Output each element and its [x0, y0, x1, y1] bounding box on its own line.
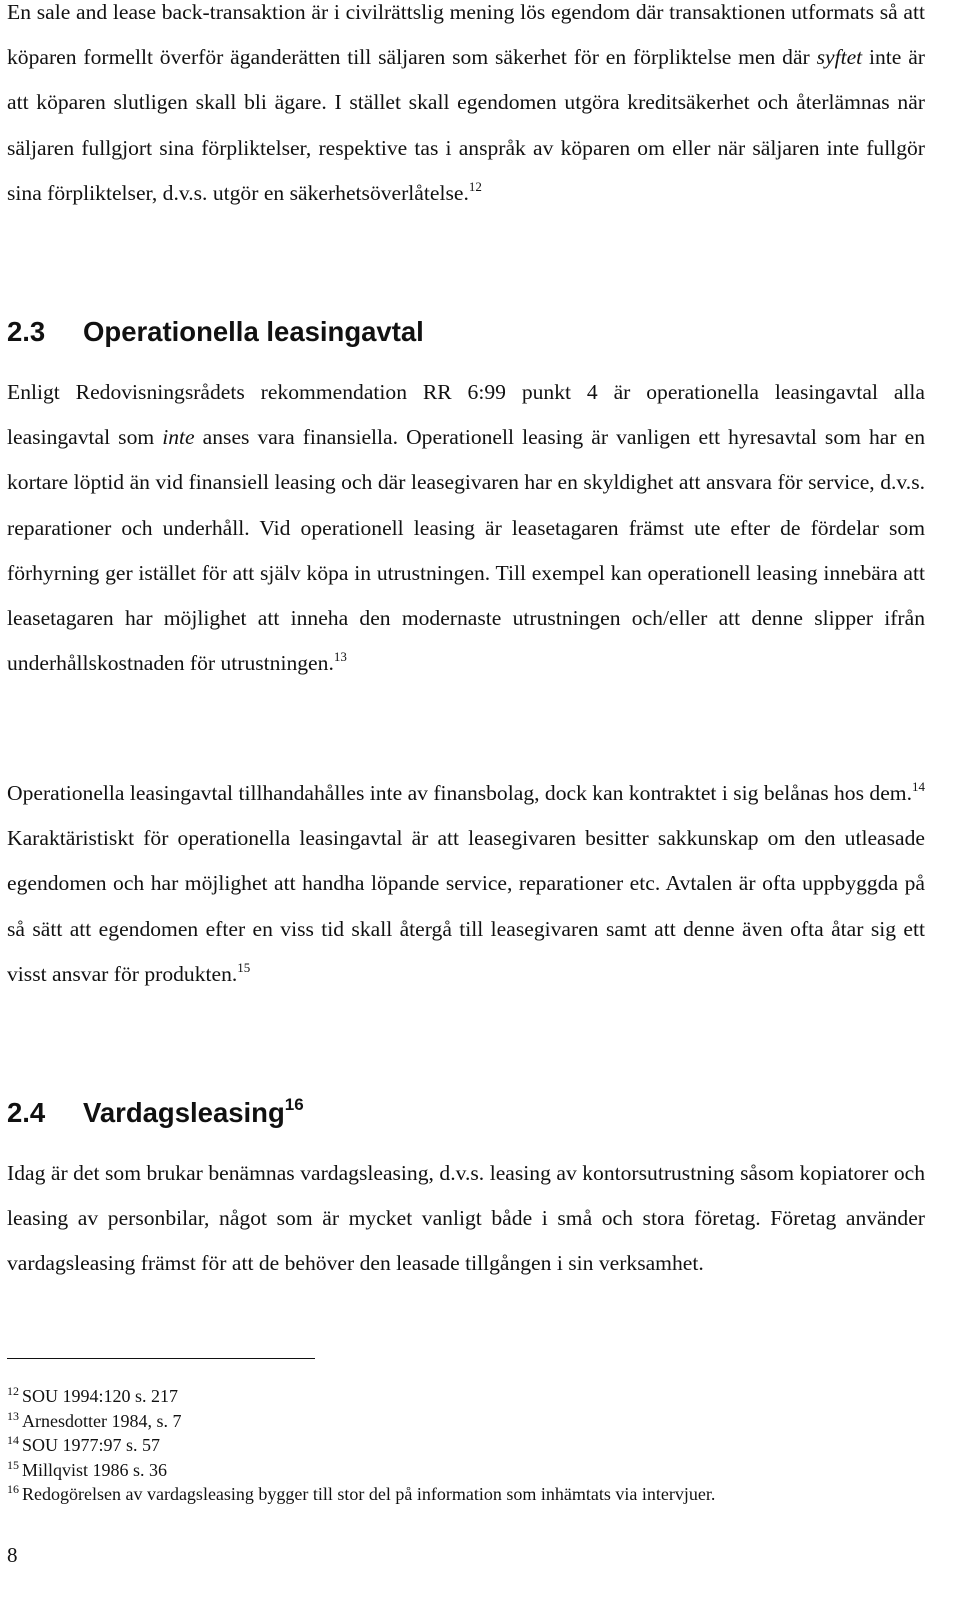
footnote-number: 16 — [7, 1482, 19, 1496]
footnote-text: Arnesdotter 1984, s. 7 — [22, 1410, 182, 1431]
footnote-item — [7, 1409, 715, 1434]
section-number: 2.3 — [7, 316, 46, 347]
paragraph-text: Enligt Redovisningsrådets rekommendation RR 6:99 punkt 4 är operationella leasingavtal alla leasingavtal som — [7, 380, 925, 450]
paragraph-text: inte är att köparen slutligen skall bli ägare. I stället skall egendomen utgöra kreditsäkerhet och återlämnas när säljaren fullgjort sina förpliktelser, respektive tas i anspråk av köparen om eller när säljaren inte fullgör sina förpliktelser, d.v.s. utgör en säkerhetsöverlåtelse. — [7, 45, 925, 205]
paragraph-vardagsleasing — [7, 1151, 925, 1287]
footnote-divider — [7, 1358, 315, 1359]
page-number: 8 — [7, 1543, 18, 1567]
section-heading-2-4 — [7, 1097, 304, 1129]
footnote-number: 13 — [7, 1408, 19, 1423]
emphasis-text: syftet — [816, 45, 863, 70]
footnotes — [7, 1384, 715, 1507]
section-number: 2.4 — [7, 1097, 46, 1128]
footnote-item — [7, 1433, 715, 1458]
paragraph-text: anses vara finansiella. Operationell leasing är vanligen ett hyresavtal som har en kortare löptid än vid finansiell leasing och där leasegivaren har en skyldighet att ansvara för service, d.v.s. reparationer och underhåll. Vid operationell leasing är leasetagaren främst ute efter de fördelar som förhyrning ger istället för att själv köpa in utrustningen. Till exempel kan operationell leasing innebära att leasetagaren har möjlighet att inneha den modernaste utrustningen och/eller att denne slipper ifrån underhållskostnaden för utrustningen. — [7, 425, 925, 676]
footnote-ref[interactable]: 16 — [284, 1095, 304, 1114]
footnote-number: 14 — [7, 1433, 19, 1447]
footnote-ref[interactable]: 14 — [912, 779, 925, 794]
paragraph-sale-and-lease-back — [7, 0, 925, 216]
footnote-item — [7, 1482, 715, 1507]
section-heading-2-3 — [7, 316, 424, 348]
paragraph-operational-leasing-2 — [7, 771, 925, 997]
paragraph-operational-leasing — [7, 370, 925, 686]
footnote-ref[interactable]: 12 — [468, 178, 482, 194]
section-title: Vardagsleasing — [83, 1097, 285, 1128]
footnote-number: 12 — [7, 1384, 19, 1398]
paragraph-text: Operationella leasingavtal tillhandahålles inte av finansbolag, dock kan kontraktet i sig belånas hos dem. — [7, 781, 912, 805]
footnote-text: SOU 1977:97 s. 57 — [22, 1435, 161, 1455]
footnote-number: 15 — [7, 1457, 19, 1472]
paragraph-text: Idag är det som brukar benämnas vardagsleasing, d.v.s. leasing av kontorsutrustning såsom kopiatorer och leasing av personbilar, något som är mycket vanligt både i små och stora företag. Företag använder vardagsleasing främst för att de behöver den leasade tillgången i sin verksamhet. — [7, 1161, 925, 1276]
footnote-ref[interactable]: 15 — [237, 959, 251, 975]
paragraph-text: Karaktäristiskt för operationella leasingavtal är att leasegivaren besitter sakkunskap om den utleasade egendomen och har möjlighet att handha löpande service, reparationer etc. Avtalen är ofta uppbyggda på så sätt att egendomen efter en viss tid skall återgå till leasegivaren samt att denne även ofta åtar sig ett visst ansvar för produkten. — [7, 826, 925, 986]
footnote-item — [7, 1384, 715, 1409]
emphasis-text: inte — [162, 425, 195, 450]
footnote-item — [7, 1458, 715, 1483]
footnote-text: Millqvist 1986 s. 36 — [22, 1459, 168, 1480]
section-title: Operationella leasingavtal — [83, 316, 424, 347]
footnote-text: SOU 1994:120 s. 217 — [22, 1386, 179, 1406]
footnote-ref[interactable]: 13 — [333, 649, 347, 665]
paragraph-text: En sale and lease back-transaktion är i civilrättslig mening lös egendom där transaktionen utformats så att köparen formellt överför äganderätten till säljaren som säkerhet för en förpliktelse men där — [7, 0, 925, 70]
footnote-text: Redogörelsen av vardagsleasing bygger till stor del på information som inhämtats via intervjuer. — [22, 1484, 716, 1504]
